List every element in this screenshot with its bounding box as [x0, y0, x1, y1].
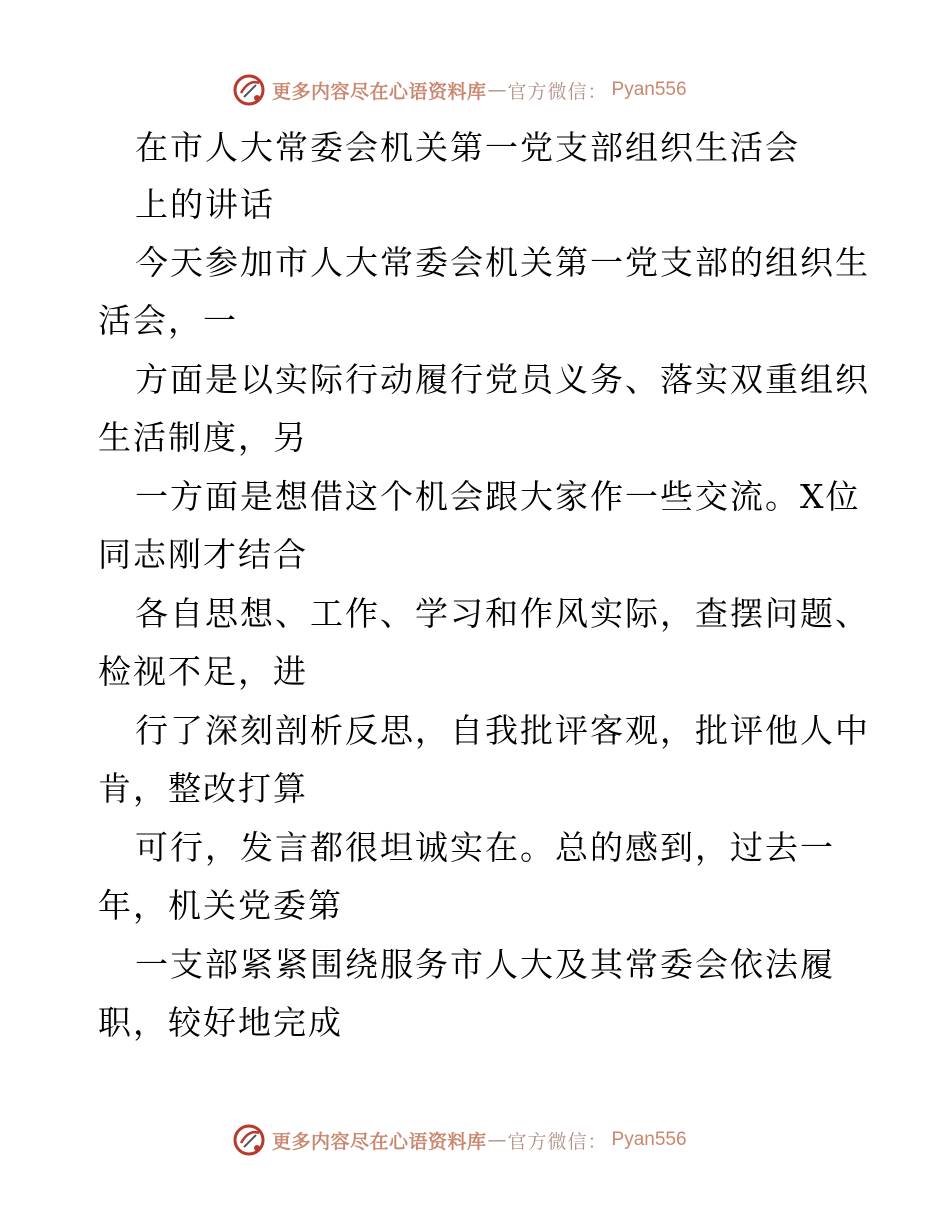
paragraph-line: 一支部紧紧围绕服务市人大及其常委会依法履 [135, 945, 835, 984]
banner-brand-text: 更多内容尽在心语资料库 [272, 1130, 487, 1153]
banner-wechat-handle: Pyan556 [611, 79, 687, 100]
banner-wechat-handle: Pyan556 [611, 1129, 687, 1150]
document-title-line-2: 上的讲话 [135, 185, 275, 224]
banner-separator: — [487, 79, 507, 101]
footer-watermark-banner [232, 1120, 687, 1160]
paragraph-line: 方面是以实际行动履行党员义务、落实双重组织 [135, 360, 870, 399]
paragraph-line: 检视不足，进 [98, 652, 308, 691]
paragraph-line: 年，机关党委第 [98, 886, 343, 925]
header-watermark-banner [232, 70, 687, 110]
brand-logo-icon [232, 1123, 266, 1157]
paragraph-line: 活会，一 [98, 301, 238, 340]
paragraph-line: 今天参加市人大常委会机关第一党支部的组织生 [135, 243, 870, 282]
paragraph-line: 肯，整改打算 [98, 769, 308, 808]
paragraph-line: 一方面是想借这个机会跟大家作一些交流。X位 [135, 477, 861, 516]
paragraph-line: 各自思想、工作、学习和作风实际，查摆问题、 [135, 594, 870, 633]
banner-separator: — [487, 1129, 507, 1151]
banner-wechat-label: 官方微信： [507, 1130, 608, 1153]
banner-wechat-label: 官方微信： [507, 80, 608, 103]
paragraph-line: 行了深刻剖析反思，自我批评客观，批评他人中 [135, 711, 870, 750]
paragraph-line: 生活制度，另 [98, 418, 308, 457]
brand-logo-icon [232, 73, 266, 107]
paragraph-line: 同志刚才结合 [98, 535, 308, 574]
banner-brand-text: 更多内容尽在心语资料库 [272, 80, 487, 103]
paragraph-line: 职，较好地完成 [98, 1003, 343, 1042]
document-title-line-1: 在市人大常委会机关第一党支部组织生活会 [135, 128, 800, 167]
paragraph-line: 可行，发言都很坦诚实在。总的感到，过去一 [135, 828, 835, 867]
